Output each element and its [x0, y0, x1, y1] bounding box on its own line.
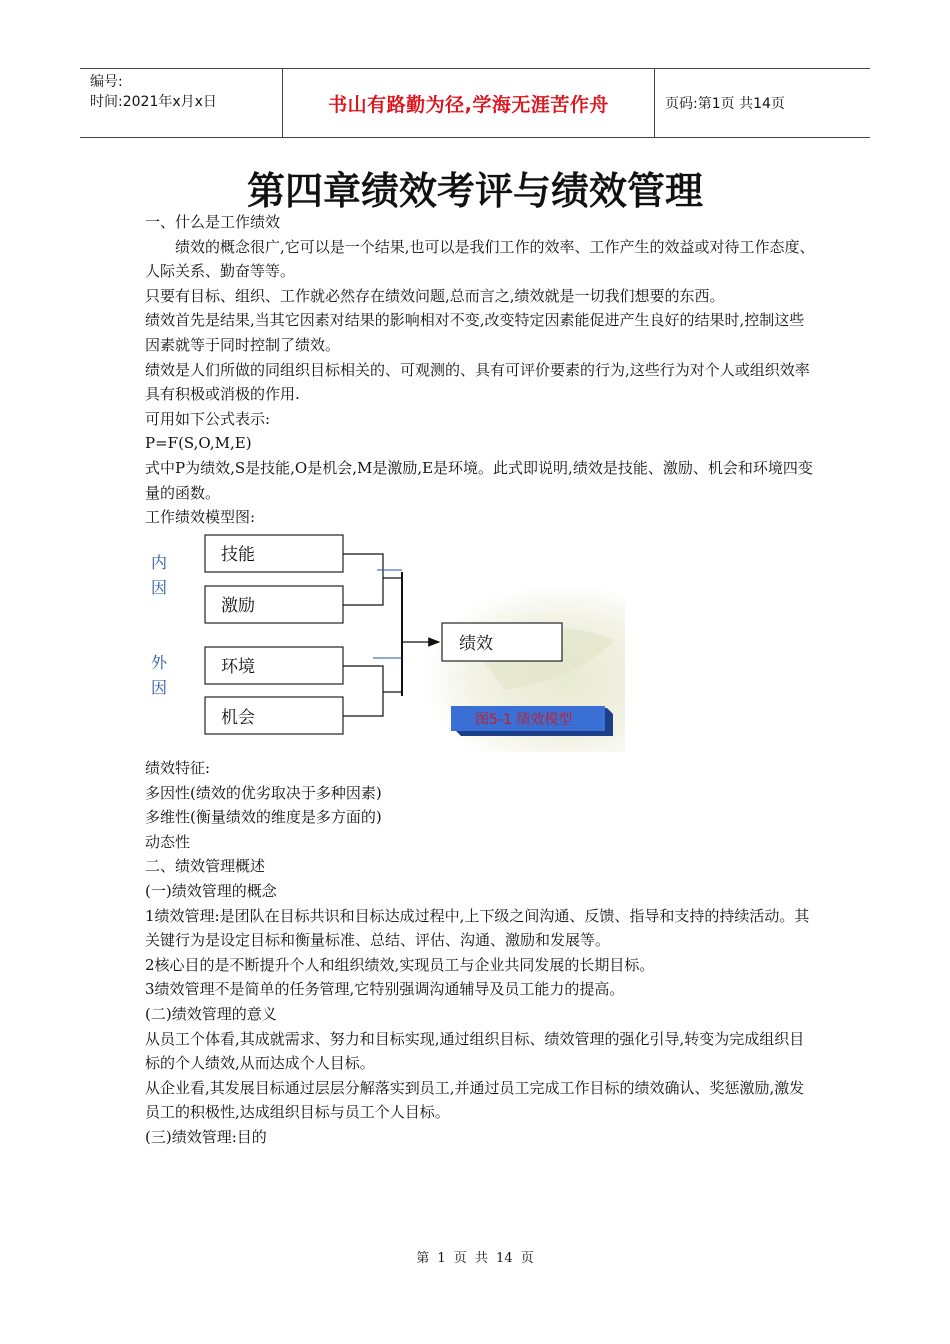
factor-box-label: 激励 — [221, 596, 255, 616]
factor-box-skill — [205, 535, 343, 572]
result-box-performance — [442, 623, 562, 661]
performance-model-diagram — [145, 530, 625, 752]
document-number-label: 编号: — [90, 74, 123, 90]
paragraph: 从员工个体看,其成就需求、努力和目标实现,通过组织目标、绩效管理的强化引导,转变为完成组织目标的个人绩效,从而达成个人目标。 — [145, 1029, 805, 1073]
figure-caption-banner — [451, 706, 613, 736]
diagram-heading: 工作绩效模型图: — [145, 508, 256, 527]
page-footer: 第 1 页 共 14 页 — [416, 1251, 534, 1266]
result-box-label: 绩效 — [459, 634, 493, 654]
factor-box-motivation — [205, 586, 343, 623]
paragraph: 绩效的概念很广,它可以是一个结果,也可以是我们工作的效率、工作产生的效益或对待工作态度、人际关系、勤奋等等。 — [145, 237, 815, 281]
chapter-title: 第四章绩效考评与绩效管理 — [246, 168, 703, 213]
paragraph: 绩效是人们所做的同组织目标相关的、可观测的、具有可评价要素的行为,这些行为对个人或组织效率具有积极或消极的作用. — [145, 360, 810, 404]
paragraph: 2核心目的是不断提升个人和组织绩效,实现员工与企业共同发展的长期目标。 — [145, 955, 655, 974]
subsection-heading: (三)绩效管理:目的 — [145, 1127, 267, 1146]
factor-box-environment — [205, 647, 343, 684]
paragraph: 动态性 — [145, 832, 191, 851]
header-motto: 书山有路勤为径,学海无涯苦作舟 — [282, 69, 655, 137]
subsection-heading: (二)绩效管理的意义 — [145, 1004, 277, 1023]
paragraph: 3绩效管理不是简单的任务管理,它特别强调沟通辅导及员工能力的提高。 — [145, 980, 625, 999]
internal-factor-label: 因 — [151, 578, 168, 597]
header-left-cell — [80, 69, 282, 137]
figure-caption: 图5-1 绩效模型 — [475, 712, 573, 728]
external-factor-label: 因 — [151, 678, 168, 697]
internal-factor-label: 内 — [151, 553, 168, 572]
paragraph: 绩效首先是结果,当其它因素对结果的影响相对不变,改变特定因素能促进产生良好的结果时,控制这些因素就等于同时控制了绩效。 — [145, 311, 805, 354]
subsection-heading: (一)绩效管理的概念 — [145, 881, 277, 900]
body-section-1 — [145, 210, 815, 530]
body-section-2 — [145, 756, 815, 1150]
paragraph: 多因性(绩效的优劣取决于多种因素) — [145, 783, 382, 802]
paragraph: 绩效特征: — [145, 759, 211, 777]
factor-box-opportunity — [205, 697, 343, 734]
factor-box-label: 技能 — [221, 545, 255, 565]
factor-box-label: 环境 — [221, 657, 255, 677]
header-page-info: 页码:第1页 共14页 — [665, 96, 785, 112]
section-heading: 一、什么是工作绩效 — [145, 213, 281, 231]
page-header — [80, 68, 870, 138]
paragraph: 式中P为绩效,S是技能,O是机会,M是激励,E是环境。此式即说明,绩效是技能、激励、机会和环境四变量的函数。 — [145, 458, 813, 502]
formula: P=F(S,O,M,E) — [145, 434, 252, 453]
section-heading: 二、绩效管理概述 — [145, 857, 266, 876]
document-time-label: 时间:2021年x月x日 — [90, 94, 217, 110]
external-factor-label: 外 — [151, 653, 168, 672]
factor-box-label: 机会 — [221, 708, 255, 728]
paragraph: 1绩效管理:是团队在目标共识和目标达成过程中,上下级之间沟通、反馈、指导和支持的持续活动。其关键行为是设定目标和衡量标准、总结、评估、沟通、激励和发展等。 — [145, 906, 810, 950]
paragraph: 只要有目标、组织、工作就必然存在绩效问题,总而言之,绩效就是一切我们想要的东西。 — [145, 286, 725, 305]
paragraph: 多维性(衡量绩效的维度是多方面的) — [145, 808, 382, 827]
paragraph: 从企业看,其发展目标通过层层分解落实到员工,并通过员工完成工作目标的绩效确认、奖惩激励,激发员工的积极性,达成组织目标与员工个人目标。 — [145, 1078, 805, 1122]
paragraph: 可用如下公式表示: — [145, 409, 271, 428]
